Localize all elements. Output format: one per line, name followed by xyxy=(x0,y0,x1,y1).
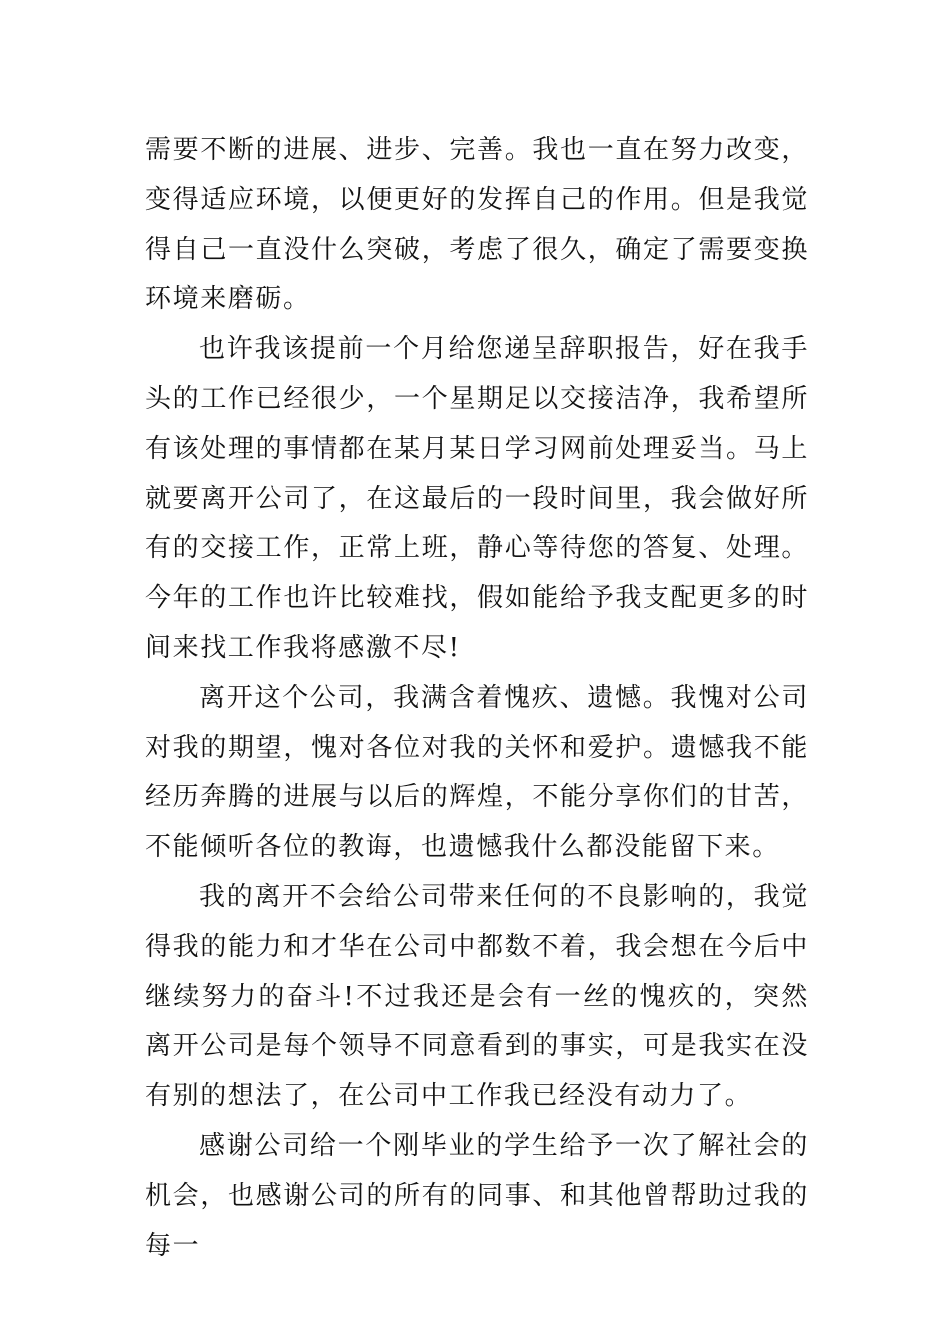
paragraph-3: 离开这个公司，我满含着愧疚、遗憾。我愧对公司对我的期望，愧对各位对我的关怀和爱护。遗憾我不能经历奔腾的进展与以后的辉煌，不能分享你们的甘苦，不能倾听各位的教诲，也遗憾我什么都没能留下来。 xyxy=(145,682,809,863)
paragraph-1: 需要不断的进展、进步、完善。我也一直在努力改变，变得适应环境，以便更好的发挥自己的作用。但是我觉得自己一直没什么突破，考虑了很久，确定了需要变换环境来磨砺。 xyxy=(145,135,809,315)
document-page xyxy=(145,126,809,1271)
paragraph-4: 我的离开不会给公司带来任何的不良影响的，我觉得我的能力和才华在公司中都数不着，我会想在今后中继续努力的奋斗!不过我还是会有一丝的愧疚的，突然离开公司是每个领导不同意看到的事实，可是我实在没有别的想法了，在公司中工作我已经没有动力了。 xyxy=(145,881,809,1112)
paragraph-2: 也许我该提前一个月给您递呈辞职报告，好在我手头的工作已经很少，一个星期足以交接洁净，我希望所有该处理的事情都在某月某日学习网前处理妥当。马上就要离开公司了，在这最后的一段时间里，我会做好所有的交接工作，正常上班，静心等待您的答复、处理。今年的工作也许比较难找，假如能给予我支配更多的时间来找工作我将感激不尽! xyxy=(145,334,809,663)
paragraph-5: 感谢公司给一个刚毕业的学生给予一次了解社会的机会，也感谢公司的所有的同事、和其他曾帮助过我的每一 xyxy=(145,1130,809,1261)
